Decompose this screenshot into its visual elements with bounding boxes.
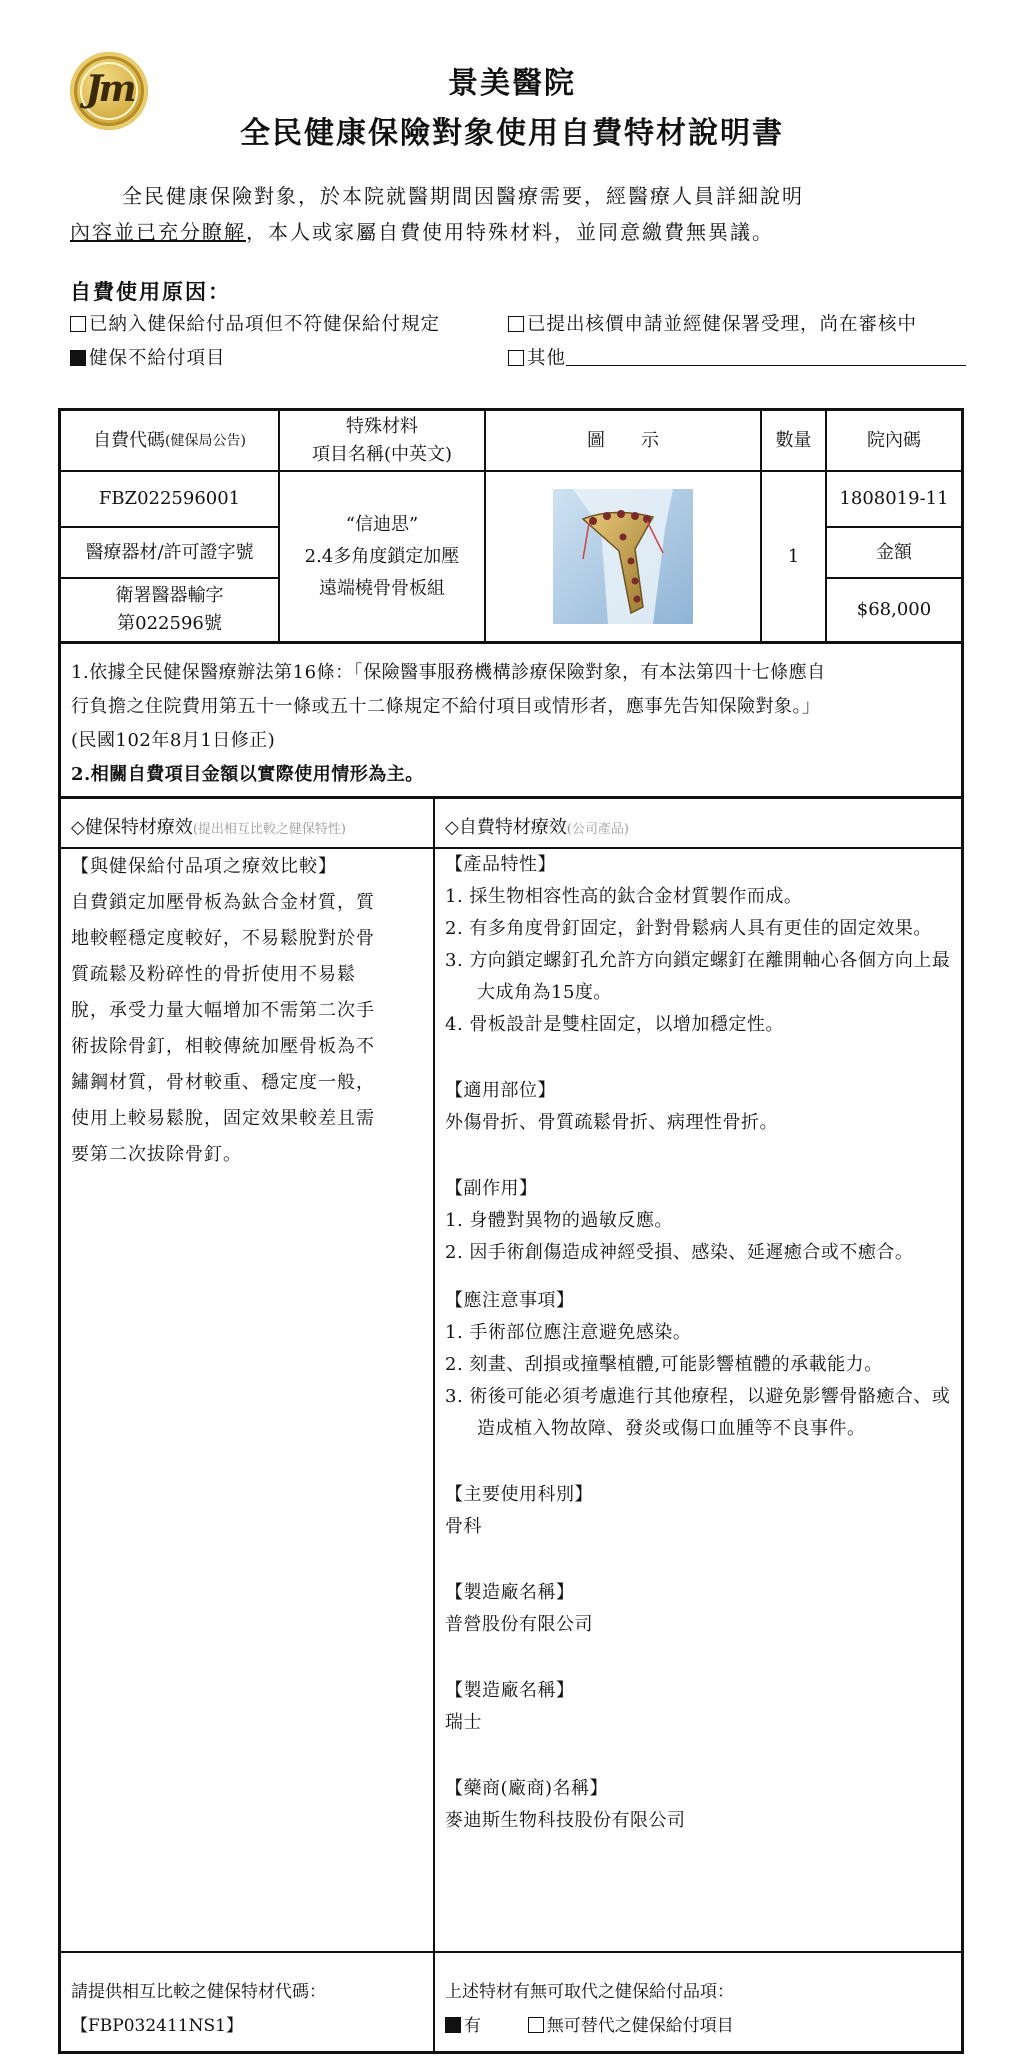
feature-item: 2. 有多角度骨釘固定，針對骨鬆病人具有更佳的固定效果。 (445, 918, 932, 939)
note-2: 2.相關自費項目金額以實際使用情形為主。 (71, 764, 424, 785)
header-qty: 數量 (762, 411, 827, 472)
reason-option-3[interactable] (70, 344, 226, 370)
department-text: 骨科 (445, 1516, 482, 1537)
bone-plate-image (553, 489, 693, 624)
note-1-line-1: 1.依據全民健保醫療辦法第16條：「保險醫事服務機構診療保險對象，有本法第四十七條應自 (71, 662, 826, 683)
reason-option-4[interactable] (508, 344, 966, 370)
intro-line-1: 全民健康保險對象，於本院就醫期間因醫療需要，經醫療人員詳細說明 (122, 184, 804, 208)
left-subtitle: 【與健保給付品項之療效比較】 (71, 856, 337, 877)
right-footer-label: 上述特材有無可取代之健保給付品項： (445, 1982, 734, 2002)
department-title: 【主要使用科別】 (445, 1484, 593, 1505)
header-item-line-1: 特殊材料 (346, 415, 418, 437)
left-line: 使用上較易鬆脫，固定效果較差且需 (71, 1108, 375, 1129)
right-header-note: (公司產品) (566, 822, 629, 837)
caution-item: 2. 刻畫、刮損或撞擊植體,可能影響植體的承載能力。 (445, 1354, 883, 1375)
manufacturer-country-section (445, 1675, 957, 1739)
hospital-code: 1808019-11 (827, 472, 961, 528)
side-effects-section (445, 1173, 957, 1269)
feature-item: 1. 採生物相容性高的鈦合金材質製作而成。 (445, 886, 803, 907)
side-effect-item: 1. 身體對異物的過敏反應。 (445, 1210, 673, 1231)
hospital-name: 景美醫院 (448, 66, 576, 101)
site-section (445, 1075, 957, 1139)
department-section (445, 1479, 957, 1543)
item-table (58, 408, 964, 644)
logo-monogram: Jm (85, 68, 133, 110)
left-footer-label: 請提供相互比較之健保特材代碼： (71, 1982, 326, 2002)
manufacturer-section (445, 1577, 957, 1641)
item-name-line-1: “信迪思” (345, 513, 419, 535)
reason-option-3-label: 健保不給付項目 (89, 348, 226, 369)
feature-item: 3. 方向鎖定螺釘孔允許方向鎖定螺釘在離開軸心各個方向上最大成角為15度。 (445, 950, 951, 1003)
reason-option-2-label: 已提出核價申請並經健保署受理，尚在審核中 (527, 314, 918, 335)
caution-item: 3. 術後可能必須考慮進行其他療程，以避免影響骨骼癒合、或造成植入物故障、發炎或傷口血腫等不良事件。 (445, 1386, 951, 1439)
intro-line-2 (70, 214, 970, 250)
site-text: 外傷骨折、骨質疏鬆骨折、病理性骨折。 (445, 1112, 778, 1133)
manufacturer-title: 【製造廠名稱】 (445, 1582, 575, 1603)
regulation-notes (58, 642, 964, 796)
side-effects-title: 【副作用】 (445, 1178, 538, 1199)
note-1-line-2: 行負擔之住院費用第五十一條或五十二條規定不給付項目或情形者，應事先告知保險對象。」 (71, 696, 821, 717)
intro-underlined: 內容並已充分瞭解 (70, 220, 246, 244)
right-footer (445, 1975, 734, 2043)
reason-option-1-label: 已納入健保給付品項但不符健保給付規定 (89, 314, 441, 335)
right-column-body (445, 849, 957, 1837)
manufacturer-text: 普營股份有限公司 (445, 1614, 593, 1635)
license-label: 醫療器材/許可證字號 (61, 528, 280, 579)
checkbox-checked-icon[interactable] (445, 2017, 461, 2033)
checkbox-icon[interactable] (508, 316, 524, 332)
checkbox-icon[interactable] (508, 350, 524, 366)
self-pay-code: FBZ022596001 (61, 472, 280, 528)
left-line: 鏽鋼材質，骨材較重、穩定度一般， (71, 1072, 375, 1093)
header-item (280, 411, 486, 472)
header-item-line-2: 項目名稱(中英文) (311, 443, 453, 465)
caution-item: 1. 手術部位應注意避免感染。 (445, 1322, 692, 1343)
manufacturer-country-text: 瑞士 (445, 1712, 482, 1733)
header-image: 圖 示 (486, 411, 762, 472)
left-line: 地較輕穩定度較好，不易鬆脫對於骨 (71, 928, 375, 949)
reason-option-2[interactable] (508, 310, 917, 336)
reason-option-4-label: 其他 (527, 348, 567, 369)
left-line: 自費鎖定加壓骨板為鈦合金材質，質 (71, 892, 375, 913)
side-effect-item: 2. 因手術創傷造成神經受損、感染、延遲癒合或不癒合。 (445, 1242, 914, 1263)
left-header-note: (提出相互比較之健保特性) (192, 822, 346, 837)
checkbox-icon[interactable] (70, 316, 86, 332)
license-number (61, 579, 280, 641)
reason-title: 自費使用原因： (70, 279, 231, 304)
item-image-cell (486, 472, 762, 641)
agent-title: 【藥商(廠商)名稱】 (445, 1778, 609, 1799)
left-footer (71, 1975, 326, 2043)
manufacturer-country-title: 【製造廠名稱】 (445, 1680, 575, 1701)
license-line-2: 第022596號 (117, 613, 222, 634)
agent-text: 麥迪斯生物科技股份有限公司 (445, 1810, 686, 1831)
caution-title: 【應注意事項】 (445, 1290, 575, 1311)
comparison-table (58, 796, 964, 2054)
note-1-line-3: (民國102年8月1日修正) (71, 730, 276, 751)
left-line: 要第二次拔除骨釘。 (71, 1144, 242, 1165)
left-header-label: ◇健保特材療效 (71, 817, 193, 838)
features-section (445, 849, 957, 1041)
intro-line-2-rest: ，本人或家屬自費使用特殊材料，並同意繳費無異議。 (246, 220, 774, 244)
left-column-body (71, 849, 426, 1173)
agent-section (445, 1773, 957, 1837)
header-code (61, 411, 280, 472)
license-line-1: 衛署醫器輸字 (115, 585, 224, 606)
item-name-line-2: 2.4多角度鎖定加壓 (304, 545, 460, 567)
item-name (280, 472, 486, 641)
caution-section (445, 1285, 957, 1445)
header-code-label: 自費代碼 (93, 429, 166, 451)
header-code-note: (健保局公告) (165, 432, 246, 449)
other-reason-field[interactable] (566, 347, 966, 366)
option-yes-label: 有 (464, 2016, 481, 2036)
feature-item: 4. 骨板設計是雙柱固定，以增加穩定性。 (445, 1014, 784, 1035)
left-line: 脫，承受力量大幅增加不需第二次手 (71, 1000, 375, 1021)
replaceable-options (445, 2009, 734, 2043)
comparison-code: 【FBP032411NS1】 (71, 2016, 243, 2036)
item-name-line-3: 遠端橈骨骨板組 (319, 577, 445, 599)
intro-paragraph (70, 178, 970, 250)
checkbox-icon[interactable] (528, 2017, 544, 2033)
option-no-label: 無可替代之健保給付項目 (546, 2016, 734, 2036)
site-title: 【適用部位】 (445, 1080, 556, 1101)
left-line: 術拔除骨釘，相較傳統加壓骨板為不 (71, 1036, 375, 1057)
reason-option-1[interactable] (70, 310, 440, 336)
right-column-header (445, 813, 629, 839)
quantity: 1 (762, 472, 827, 641)
document-title: 全民健康保險對象使用自費特材說明書 (240, 116, 784, 151)
right-header-label: ◇自費特材療效 (445, 817, 567, 838)
amount-value: $68,000 (856, 599, 932, 620)
left-column-header (71, 813, 346, 839)
left-line: 質疏鬆及粉碎性的骨折使用不易鬆 (71, 964, 356, 985)
checkbox-checked-icon[interactable] (70, 350, 86, 366)
features-title: 【產品特性】 (445, 854, 556, 875)
header-hosp-code: 院內碼 (827, 411, 961, 472)
amount-label: 金額 (827, 528, 961, 579)
